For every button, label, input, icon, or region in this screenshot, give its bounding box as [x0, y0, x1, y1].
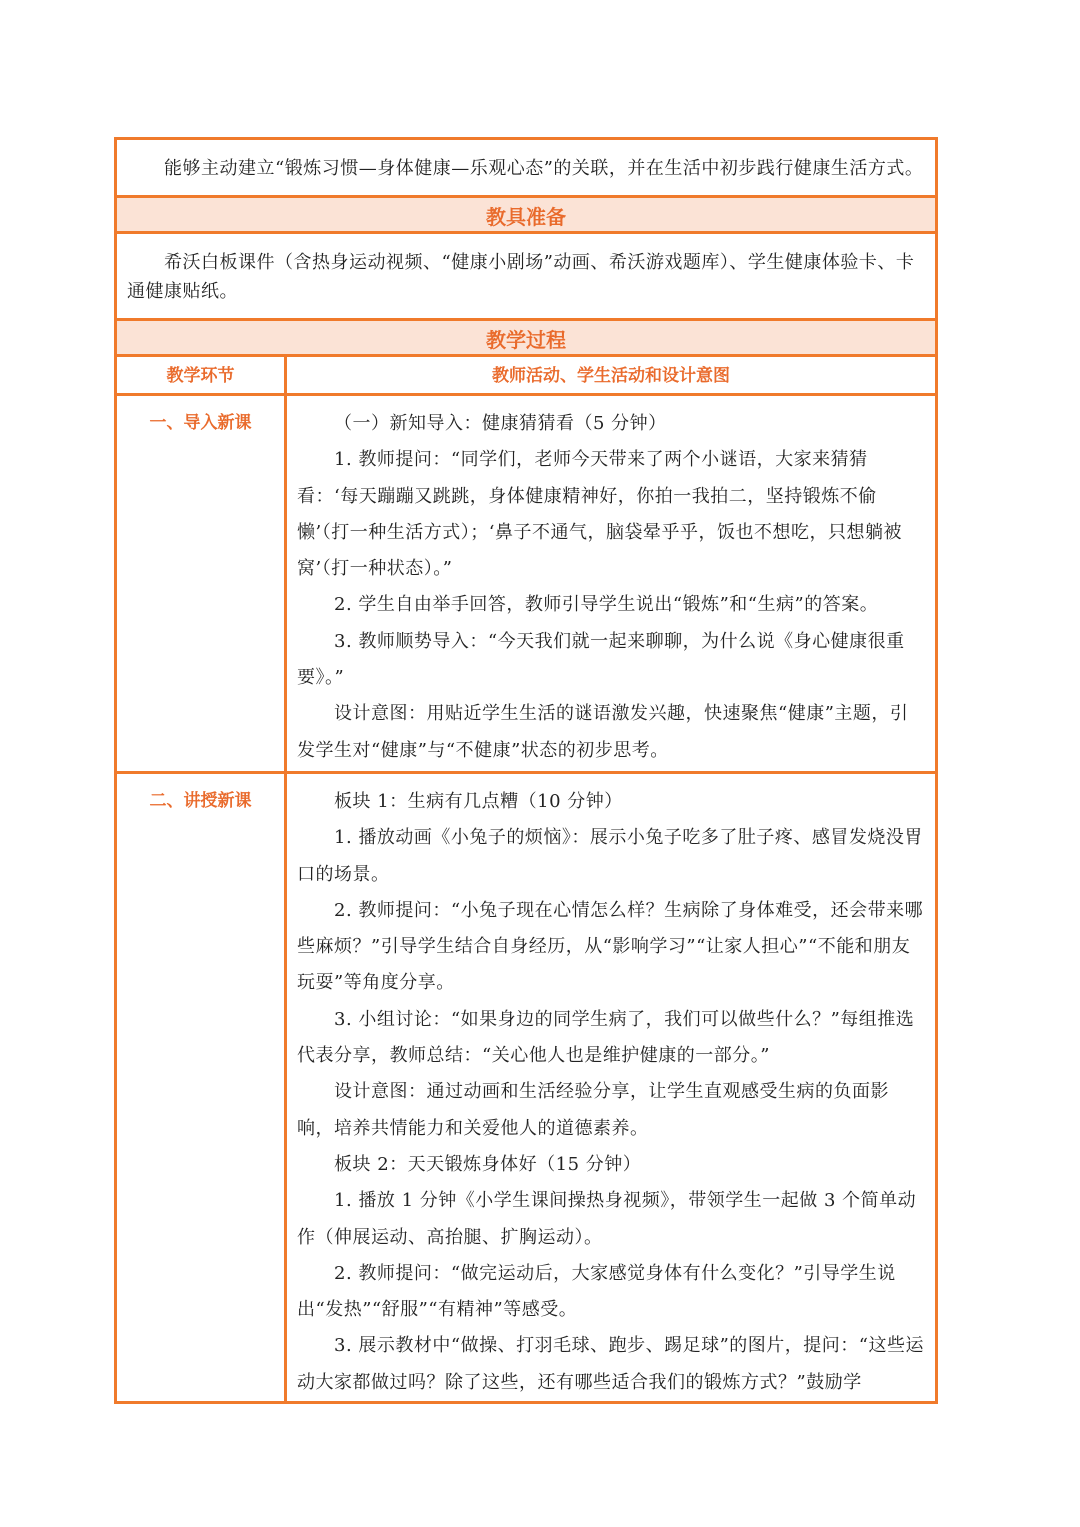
lesson-plan-table [114, 137, 938, 1404]
paragraph: 板块 1：生病有几点糟（10 分钟） [334, 790, 623, 812]
prep-cell [117, 234, 935, 321]
stage-row-teaching [117, 774, 935, 1401]
paragraph: （一）新知导入：健康猜猜看（5 分钟） [334, 413, 667, 434]
stage-content [287, 396, 935, 771]
goal-cell [117, 140, 935, 198]
stage-row-intro [117, 396, 935, 774]
goal-text: 能够主动建立“锻炼习惯—身体健康—乐观心态”的关联，并在生活中初步践行健康生活方式。 [164, 158, 924, 179]
paragraph: 2. 学生自由举手回答，教师引导学生说出“锻炼”和“生病”的答案。 [334, 594, 879, 616]
stage-column-header: 教学环节 [117, 357, 287, 393]
paragraph: 板块 2：天天锻炼身体好（15 分钟） [334, 1153, 642, 1175]
paragraph: 设计意图：用贴近学生生活的谜语激发兴趣，快速聚焦“健康”主题，引发学生对“健康”与“不健康”状态的初步思考。 [297, 703, 909, 761]
paragraph: 设计意图：通过动画和生活经验分享，让学生直观感受生病的负面影响，培养共情能力和关爱他人的道德素养。 [297, 1081, 889, 1139]
paragraph: 1. 教师提问：“同学们，老师今天带来了两个小谜语，大家来猜猜看：‘每天蹦蹦又跳跳，身体健康精神好，你拍一我拍二，坚持锻炼不偷懒’（打一种生活方式）；‘鼻子不通气，脑袋晕乎乎，饭也不想吃，只想躺被窝’（打一种状态）。” [297, 449, 902, 580]
stage-label: 二、讲授新课 [117, 774, 287, 1401]
paragraph: 3. 展示教材中“做操、打羽毛球、跑步、踢足球”的图片，提问：“这些运动大家都做过吗？除了这些，还有哪些适合我们的锻炼方式？”鼓励学 [297, 1335, 924, 1393]
paragraph: 3. 教师顺势导入：“今天我们就一起来聊聊，为什么说《身心健康很重要》。” [297, 630, 905, 689]
activity-column-header: 教师活动、学生活动和设计意图 [492, 366, 730, 386]
paragraph: 2. 教师提问：“做完运动后，大家感觉身体有什么变化？”引导学生说出“发热”“舒服”“有精神”等感受。 [297, 1262, 896, 1321]
process-heading: 教学过程 [117, 321, 935, 357]
paragraph: 1. 播放动画《小兔子的烦恼》：展示小兔子吃多了肚子疼、感冒发烧没胃口的场景。 [297, 827, 923, 885]
process-column-header [117, 357, 935, 396]
prep-text: 希沃白板课件（含热身运动视频、“健康小剧场”动画、希沃游戏题库）、学生健康体验卡、卡通健康贴纸。 [127, 252, 915, 302]
paragraph: 2. 教师提问：“小兔子现在心情怎么样？生病除了身体难受，还会带来哪些麻烦？”引导学生结合自身经历，从“影响学习”“让家人担心”“不能和朋友玩耍”等角度分享。 [297, 899, 924, 994]
paragraph: 1. 播放 1 分钟《小学生课间操热身视频》，带领学生一起做 3 个简单动作（伸展运动、高抬腿、扩胸运动）。 [297, 1190, 917, 1248]
stage-content [287, 774, 935, 1401]
prep-heading: 教具准备 [117, 198, 935, 234]
stage-label: 一、导入新课 [117, 396, 287, 771]
paragraph: 3. 小组讨论：“如果身边的同学生病了，我们可以做些什么？”每组推选代表分享，教师总结：“关心他人也是维护健康的一部分。” [297, 1008, 915, 1067]
